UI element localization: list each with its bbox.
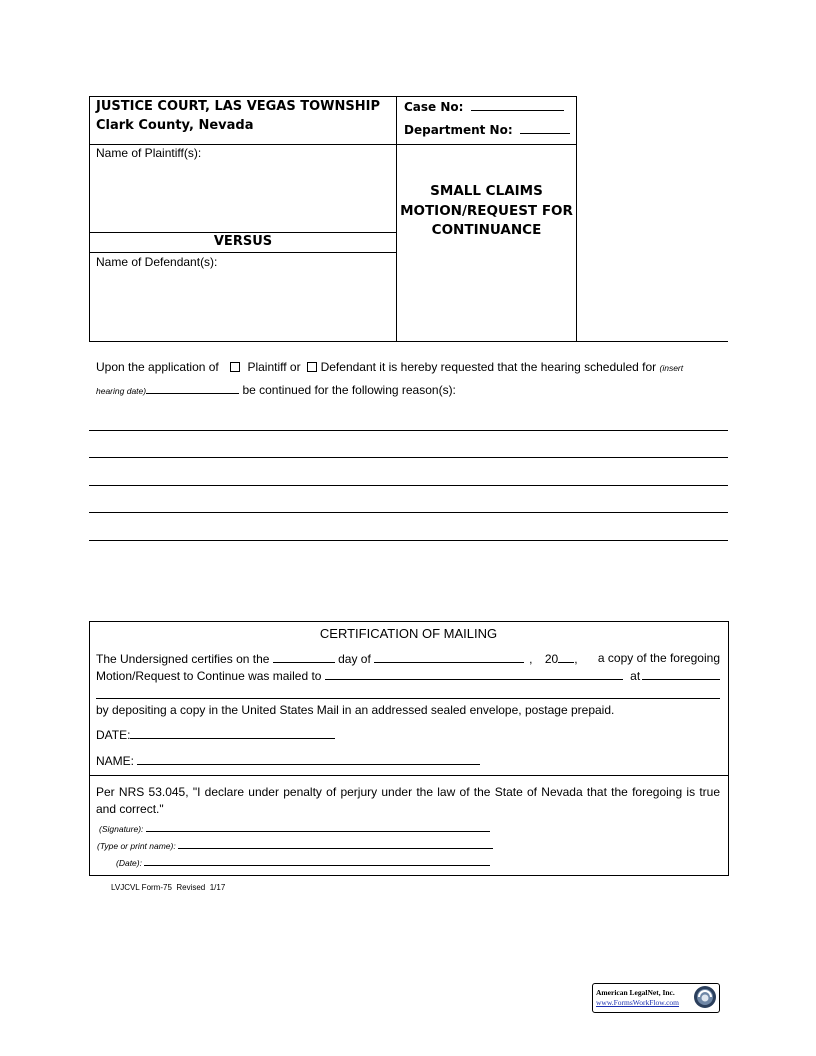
reason-line[interactable] bbox=[89, 430, 728, 431]
versus-label: VERSUS bbox=[213, 234, 273, 249]
reason-line[interactable] bbox=[89, 540, 728, 541]
application-line2 bbox=[96, 382, 456, 397]
cert-text-at: at bbox=[630, 669, 641, 683]
defendant-name-area[interactable] bbox=[90, 270, 396, 340]
cert-text-copy-of: a copy of the foregoing bbox=[597, 651, 720, 665]
certification-line1: The Undersigned certifies on the day of , 20 , a copy of the foregoing bbox=[96, 651, 720, 666]
versus-bottom-divider bbox=[89, 252, 397, 253]
cert-month-blank[interactable] bbox=[374, 651, 524, 663]
cert-name-field[interactable] bbox=[96, 753, 480, 768]
signature-label: (Signature): bbox=[99, 824, 144, 834]
court-name: JUSTICE COURT, LAS VEGAS TOWNSHIP bbox=[96, 99, 381, 114]
signature-blank[interactable] bbox=[146, 822, 490, 832]
department-no-blank[interactable] bbox=[520, 122, 570, 134]
form-title bbox=[397, 182, 576, 241]
certification-line2 bbox=[96, 668, 720, 683]
department-no-field[interactable] bbox=[404, 122, 570, 137]
reason-line[interactable] bbox=[89, 512, 728, 513]
publisher-globe-icon bbox=[693, 985, 717, 1009]
table-bottom-border bbox=[89, 341, 728, 342]
cert-year-blank[interactable] bbox=[558, 651, 574, 663]
cert-date-label: DATE: bbox=[96, 728, 131, 742]
signature-date-label: (Date): bbox=[116, 858, 142, 868]
cert-name-blank[interactable] bbox=[137, 753, 480, 765]
reason-line[interactable] bbox=[89, 485, 728, 486]
application-suffix: be continued for the following reason(s): bbox=[242, 383, 456, 397]
form-title-line2: MOTION/REQUEST FOR bbox=[400, 202, 573, 219]
form-id: LVJCVL Form-75 Revised 1/17 bbox=[111, 883, 226, 892]
cert-text-certifies: The Undersigned certifies on the bbox=[96, 652, 270, 666]
hearing-date-hint: hearing date) bbox=[96, 386, 147, 396]
cert-text-year-prefix: 20 bbox=[544, 652, 559, 666]
cert-name-label: NAME: bbox=[96, 754, 135, 768]
plaintiff-name-area[interactable] bbox=[90, 150, 396, 230]
publisher-logo bbox=[592, 983, 720, 1013]
cert-mailed-to-blank[interactable] bbox=[325, 668, 623, 680]
table-right-border bbox=[576, 96, 577, 342]
defendant-label: Name of Defendant(s): bbox=[96, 255, 218, 269]
form-title-line1: SMALL CLAIMS bbox=[430, 183, 543, 199]
cert-at-blank[interactable] bbox=[642, 668, 720, 680]
defendant-option-label: Defendant it is hereby requested that the hearing scheduled for bbox=[320, 360, 657, 374]
plaintiff-option-label: Plaintiff or bbox=[247, 360, 301, 374]
application-prefix: Upon the application of bbox=[96, 360, 219, 374]
signature-field[interactable] bbox=[99, 822, 490, 834]
header-row-divider bbox=[89, 144, 577, 145]
signature-date-field[interactable] bbox=[116, 856, 490, 868]
print-name-label: (Type or print name): bbox=[97, 841, 176, 851]
case-no-label: Case No: bbox=[404, 100, 464, 114]
case-no-blank[interactable] bbox=[471, 99, 564, 111]
application-line1 bbox=[96, 360, 728, 374]
publisher-website[interactable]: www.FormsWorkFlow.com bbox=[596, 998, 680, 1007]
form-title-line3: CONTINUANCE bbox=[431, 222, 542, 238]
cert-date-field[interactable] bbox=[96, 727, 335, 742]
insert-hint: (insert bbox=[659, 363, 684, 373]
versus-top-divider bbox=[89, 232, 397, 233]
hearing-date-blank[interactable] bbox=[146, 382, 239, 394]
certification-divider bbox=[89, 775, 728, 776]
signature-date-blank[interactable] bbox=[144, 856, 490, 866]
cert-deposit-text: by depositing a copy in the United States Mail in an addressed sealed envelope, postage prepaid. bbox=[96, 703, 615, 717]
case-no-field[interactable] bbox=[404, 99, 564, 114]
cert-text-mailed-to: Motion/Request to Continue was mailed to bbox=[96, 669, 322, 683]
cert-date-blank[interactable] bbox=[130, 727, 335, 739]
cert-day-blank[interactable] bbox=[273, 651, 335, 663]
department-no-label: Department No: bbox=[404, 123, 513, 137]
print-name-blank[interactable] bbox=[178, 839, 493, 849]
county-name: Clark County, Nevada bbox=[96, 118, 254, 133]
certification-title: CERTIFICATION OF MAILING bbox=[319, 626, 498, 641]
table-top-border bbox=[89, 96, 577, 97]
reason-line[interactable] bbox=[89, 457, 728, 458]
publisher-name: American LegalNet, Inc. bbox=[596, 988, 675, 997]
defendant-checkbox[interactable] bbox=[307, 362, 317, 372]
plaintiff-label: Name of Plaintiff(s): bbox=[96, 146, 202, 160]
plaintiff-checkbox[interactable] bbox=[230, 362, 240, 372]
cert-text-day-of: day of bbox=[338, 652, 371, 666]
cert-address-line[interactable] bbox=[96, 698, 720, 699]
perjury-declaration: Per NRS 53.045, "I declare under penalty of perjury under the law of the State of Nevada that the foregoing is true and correct." bbox=[96, 785, 720, 816]
print-name-field[interactable] bbox=[97, 839, 493, 851]
